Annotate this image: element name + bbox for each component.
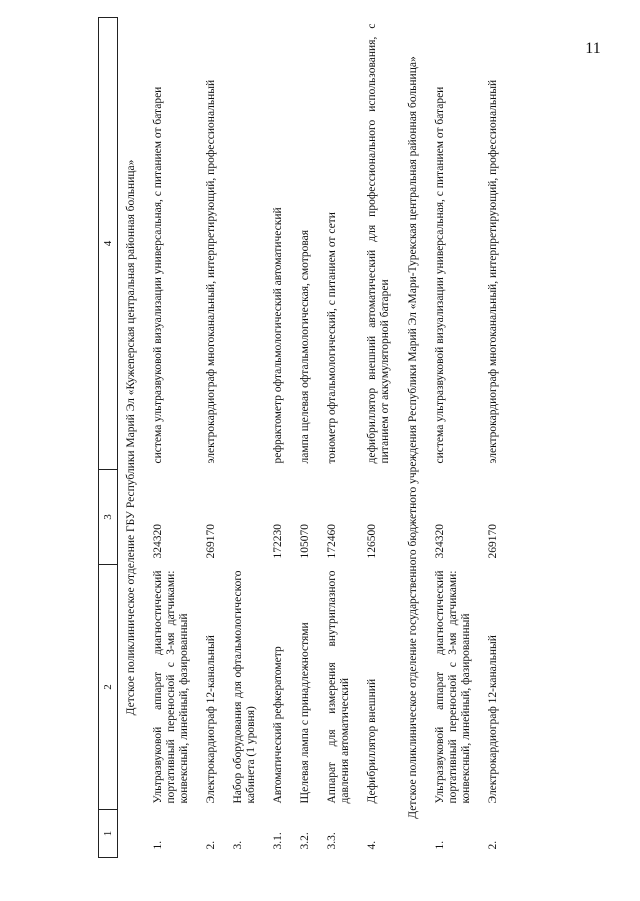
section-title: Детское поликлиническое отделение ГБУ Республики Марий Эл «Кужenерская центральная районная больница» [125, 159, 137, 716]
equipment-name: Ультразвуковой аппарат диагностический портативный переносной с 3-мя датчиками: конвексный, линейный, фазированный [152, 570, 190, 804]
equipment-name: Автоматический рефкератометр [272, 646, 284, 804]
header-col-4: 4 [99, 18, 118, 470]
page-number: 11 [585, 40, 601, 57]
equipment-code: 105070 [299, 524, 311, 559]
equipment-code: 324320 [434, 524, 446, 559]
table-row [360, 18, 400, 858]
equipment-table [98, 17, 508, 858]
row-number: 1. [152, 840, 164, 850]
equipment-name: Аппарат для измерения внутриглазного давления автоматический [326, 570, 351, 804]
table-row [481, 18, 508, 858]
equipment-description: электрокардиограф многоканальный, интерпретирующий, профессиональный [487, 79, 499, 464]
equipment-description: тонометр офтальмологический, с питанием от сети [326, 212, 338, 464]
equipment-name: Электрокардиограф 12-канальный [205, 635, 217, 804]
table-row [146, 18, 199, 858]
equipment-name: Электрокардиограф 12-канальный [487, 635, 499, 804]
equipment-name: Набор оборудования для офтальмологического кабинета (1 уровня) [232, 570, 257, 804]
header-col-1: 1 [99, 810, 118, 858]
equipment-code: 172460 [326, 524, 338, 559]
equipment-code: 126500 [366, 524, 378, 559]
table-row [199, 18, 226, 858]
header-col-3: 3 [99, 470, 118, 565]
section-heading-row [118, 18, 147, 858]
table-row [293, 18, 320, 858]
equipment-description: электрокардиограф многоканальный, интерпретирующий, профессиональный [205, 79, 217, 464]
equipment-description: дефибриллятор внешний автоматический для профессионального использования, с питанием от аккумуляторной батареи [366, 23, 391, 464]
row-number: 3.3. [326, 832, 338, 850]
equipment-description: лампа щелевая офтальмологическая, смотровая [299, 229, 311, 464]
row-number: 1. [434, 840, 446, 850]
equipment-code: 269170 [205, 524, 217, 559]
equipment-code: 269170 [487, 524, 499, 559]
equipment-code: 324320 [152, 524, 164, 559]
equipment-description: система ультразвуковой визуализации универсальная, с питанием от батареи [434, 86, 446, 464]
equipment-description [226, 18, 266, 470]
section-heading-row [400, 18, 428, 858]
equipment-code [226, 470, 266, 565]
equipment-name: Щелевая лампа с принадлежностями [299, 622, 311, 804]
equipment-code: 172230 [272, 524, 284, 559]
equipment-name: Дефибриллятор внешний [366, 678, 378, 804]
rotated-page-content [98, 18, 603, 858]
header-col-2: 2 [99, 565, 118, 810]
table-body [118, 18, 509, 858]
equipment-description: рефрактометр офтальмологический автоматический [272, 207, 284, 464]
row-number: 3.1. [272, 832, 284, 850]
table-row [320, 18, 360, 858]
section-title: Детское поликлиническое отделение государственного бюджетного учреждения Республики Марий Эл «Мари-Турекская центральная районная больница» [407, 56, 419, 819]
table-row [428, 18, 481, 858]
table-row [266, 18, 293, 858]
row-number: 2. [205, 840, 217, 850]
equipment-name: Ультразвуковой аппарат диагностический портативный переносной с 3-мя датчиками: конвексный, линейный, фазированный [434, 570, 472, 804]
row-number: 3.2. [299, 832, 311, 850]
table-header-row [99, 18, 118, 858]
row-number: 2. [487, 840, 499, 850]
row-number: 3. [232, 840, 244, 850]
row-number: 4. [366, 840, 378, 850]
table-row [226, 18, 266, 858]
equipment-description: система ультразвуковой визуализации универсальная, с питанием от батареи [152, 86, 164, 464]
